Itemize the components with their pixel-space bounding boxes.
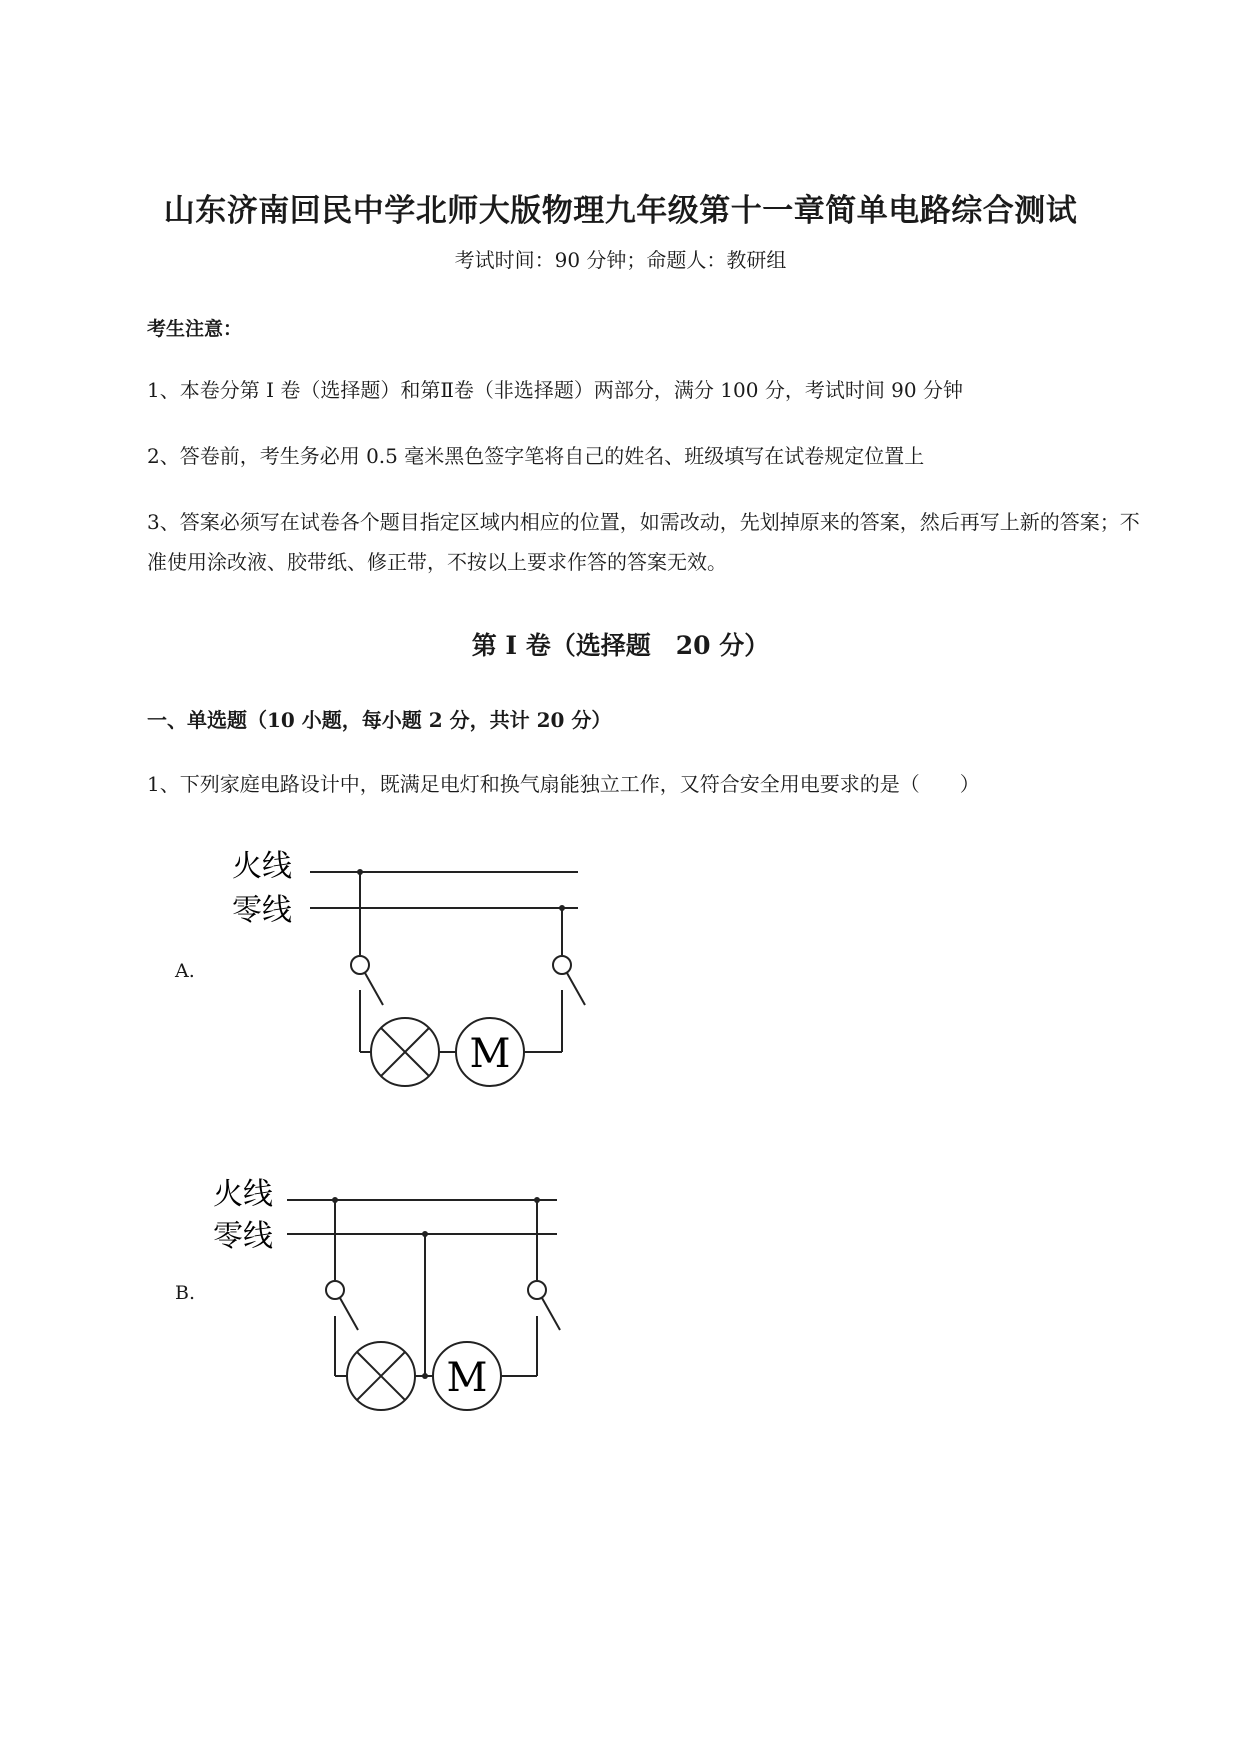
motor-label: M [446,1355,488,1401]
junction-dot [422,1373,428,1379]
exam-info: 考试时间：90 分钟；命题人：教研组 [454,248,787,272]
notice-item: 3、答案必须写在试卷各个题目指定区域内相应的位置，如需改动，先划掉原来的答案，然后再写上新的答案；不准使用涂改液、胶带纸、修正带，不按以上要求作答的答案无效。 [147,510,1140,574]
neutral-wire-label: 零线 [232,893,292,928]
switch-icon [528,1281,546,1299]
notice-heading: 考生注意： [147,318,243,340]
neutral-wire-label: 零线 [213,1219,273,1254]
notice-item: 1、本卷分第 I 卷（选择题）和第Ⅱ卷（非选择题）两部分，满分 100 分，考试时间 90 分钟 [147,378,963,402]
motor-label: M [469,1031,511,1077]
option-a-label: A. [175,960,195,982]
switch-icon [351,956,369,974]
notice-item: 2、答卷前，考生务必用 0.5 毫米黑色签字笔将自己的姓名、班级填写在试卷规定位置上 [147,444,925,468]
switch-icon [553,956,571,974]
switch-icon [326,1281,344,1299]
circuit-diagram-b [205,1170,585,1430]
section-title: 第 I 卷（选择题 20 分） [471,631,770,660]
live-wire-label: 火线 [213,1177,273,1212]
live-wire-label: 火线 [232,849,292,884]
page-title: 山东济南回民中学北师大版物理九年级第十一章简单电路综合测试 [163,193,1078,229]
circuit-diagram-a [220,840,600,1100]
question-text: 1、下列家庭电路设计中，既满足电灯和换气扇能独立工作，又符合安全用电要求的是（ ） [147,772,980,796]
part-title: 一、单选题（10 小题，每小题 2 分，共计 20 分） [147,708,612,732]
option-b-label: B. [175,1282,196,1304]
